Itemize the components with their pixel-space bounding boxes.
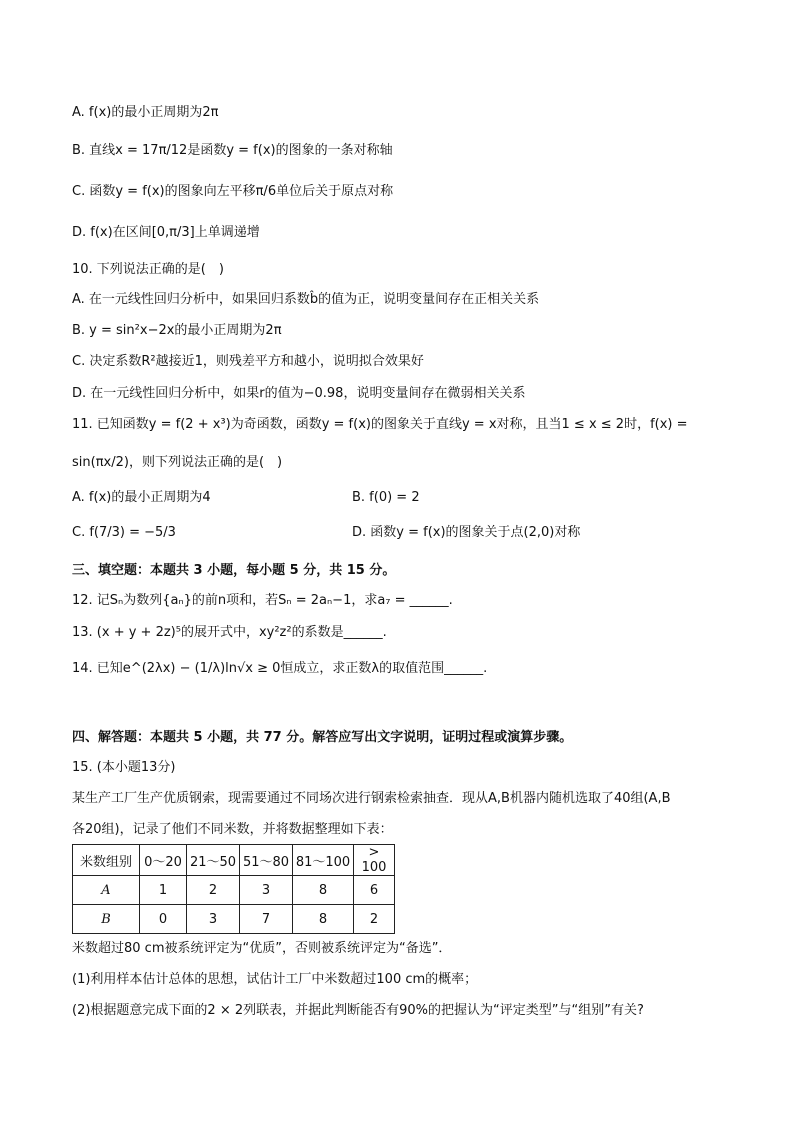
table-cell: 1 [140,876,187,905]
table-cell: 3 [240,876,293,905]
option-9d: D. f(x)在区间[0,π/3]上单调递增 [72,225,260,240]
section-fill-in-heading: 三、填空题：本题共 3 小题，每小题 5 分，共 15 分。 [72,563,396,578]
question-15-title: 15. (本小题13分) [72,760,176,775]
section-solution-heading: 四、解答题：本题共 5 小题，共 77 分。解答应写出文字说明，证明过程或演算步骤。 [72,730,573,745]
option-11a: A. f(x)的最小正周期为4 [72,490,211,505]
table-header-cell: 21～50 [187,845,240,876]
table-header-cell: 51～80 [240,845,293,876]
table-cell: A [73,876,140,905]
option-9c: C. 函数y = f(x)的图象向左平移π/6单位后关于原点对称 [72,184,394,199]
question-15-body-cont: 各20组)，记录了他们不同米数，并将数据整理如下表： [72,822,393,837]
table-cell: B [73,905,140,934]
table-header-cell: 米数组别 [73,845,140,876]
table-header-cell: 0～20 [140,845,187,876]
option-11b: B. f(0) = 2 [352,490,420,505]
question-14: 14. 已知e^(2λx) − (1/λ)ln√x ≥ 0恒成立，求正数λ的取值范围______. [72,661,488,676]
table-cell: 2 [187,876,240,905]
table-row [73,876,395,905]
option-10d: D. 在一元线性回归分析中，如果r的值为−0.98，说明变量间存在微弱相关关系 [72,386,526,401]
option-11c: C. f(7/3) = −5/3 [72,525,176,540]
table-header-row [73,845,395,876]
table-cell: 2 [354,905,395,934]
table-header-cell: > 100 [354,845,395,876]
question-15-part-2: (2)根据题意完成下面的2 × 2列联表，并据此判断能否有90%的把握认为“评定类型”与“组别”有关? [72,1003,644,1018]
option-10b: B. y = sin²x−2x的最小正周期为2π [72,323,282,338]
question-13: 13. (x + y + 2z)⁵的展开式中，xy²z²的系数是______. [72,625,387,640]
question-11-stem: 11. 已知函数y = f(2 + x³)为奇函数，函数y = f(x)的图象关于直线y = x对称，且当1 ≤ x ≤ 2时，f(x) = [72,417,688,432]
question-15-criteria: 米数超过80 cm被系统评定为“优质”，否则被系统评定为“备选”． [72,941,452,956]
table-cell: 6 [354,876,395,905]
option-9b: B. 直线x = 17π/12是函数y = f(x)的图象的一条对称轴 [72,143,393,158]
option-9a: A. f(x)的最小正周期为2π [72,105,219,120]
question-10-stem: 10. 下列说法正确的是( ) [72,262,224,277]
option-10a: A. 在一元线性回归分析中，如果回归系数b̂的值为正，说明变量间存在正相关关系 [72,292,540,307]
table-cell: 7 [240,905,293,934]
question-15-body: 某生产工厂生产优质钢索，现需要通过不同场次进行钢索检索抽查．现从A,B机器内随机选取了40组(A,B [72,791,671,806]
table-cell: 8 [293,905,354,934]
question-11-stem-cont: sin(πx/2)，则下列说法正确的是( ) [72,455,283,470]
data-table [72,844,395,934]
table-cell: 3 [187,905,240,934]
question-12: 12. 记Sₙ为数列{aₙ}的前n项和，若Sₙ = 2aₙ−1，求a₇ = ______. [72,593,453,608]
question-15-part-1: (1)利用样本估计总体的思想，试估计工厂中米数超过100 cm的概率； [72,972,478,987]
table-cell: 8 [293,876,354,905]
option-11d: D. 函数y = f(x)的图象关于点(2,0)对称 [352,525,581,540]
table-header-cell: 81～100 [293,845,354,876]
table-row [73,905,395,934]
table-cell: 0 [140,905,187,934]
option-10c: C. 决定系数R²越接近1，则残差平方和越小，说明拟合效果好 [72,354,424,369]
